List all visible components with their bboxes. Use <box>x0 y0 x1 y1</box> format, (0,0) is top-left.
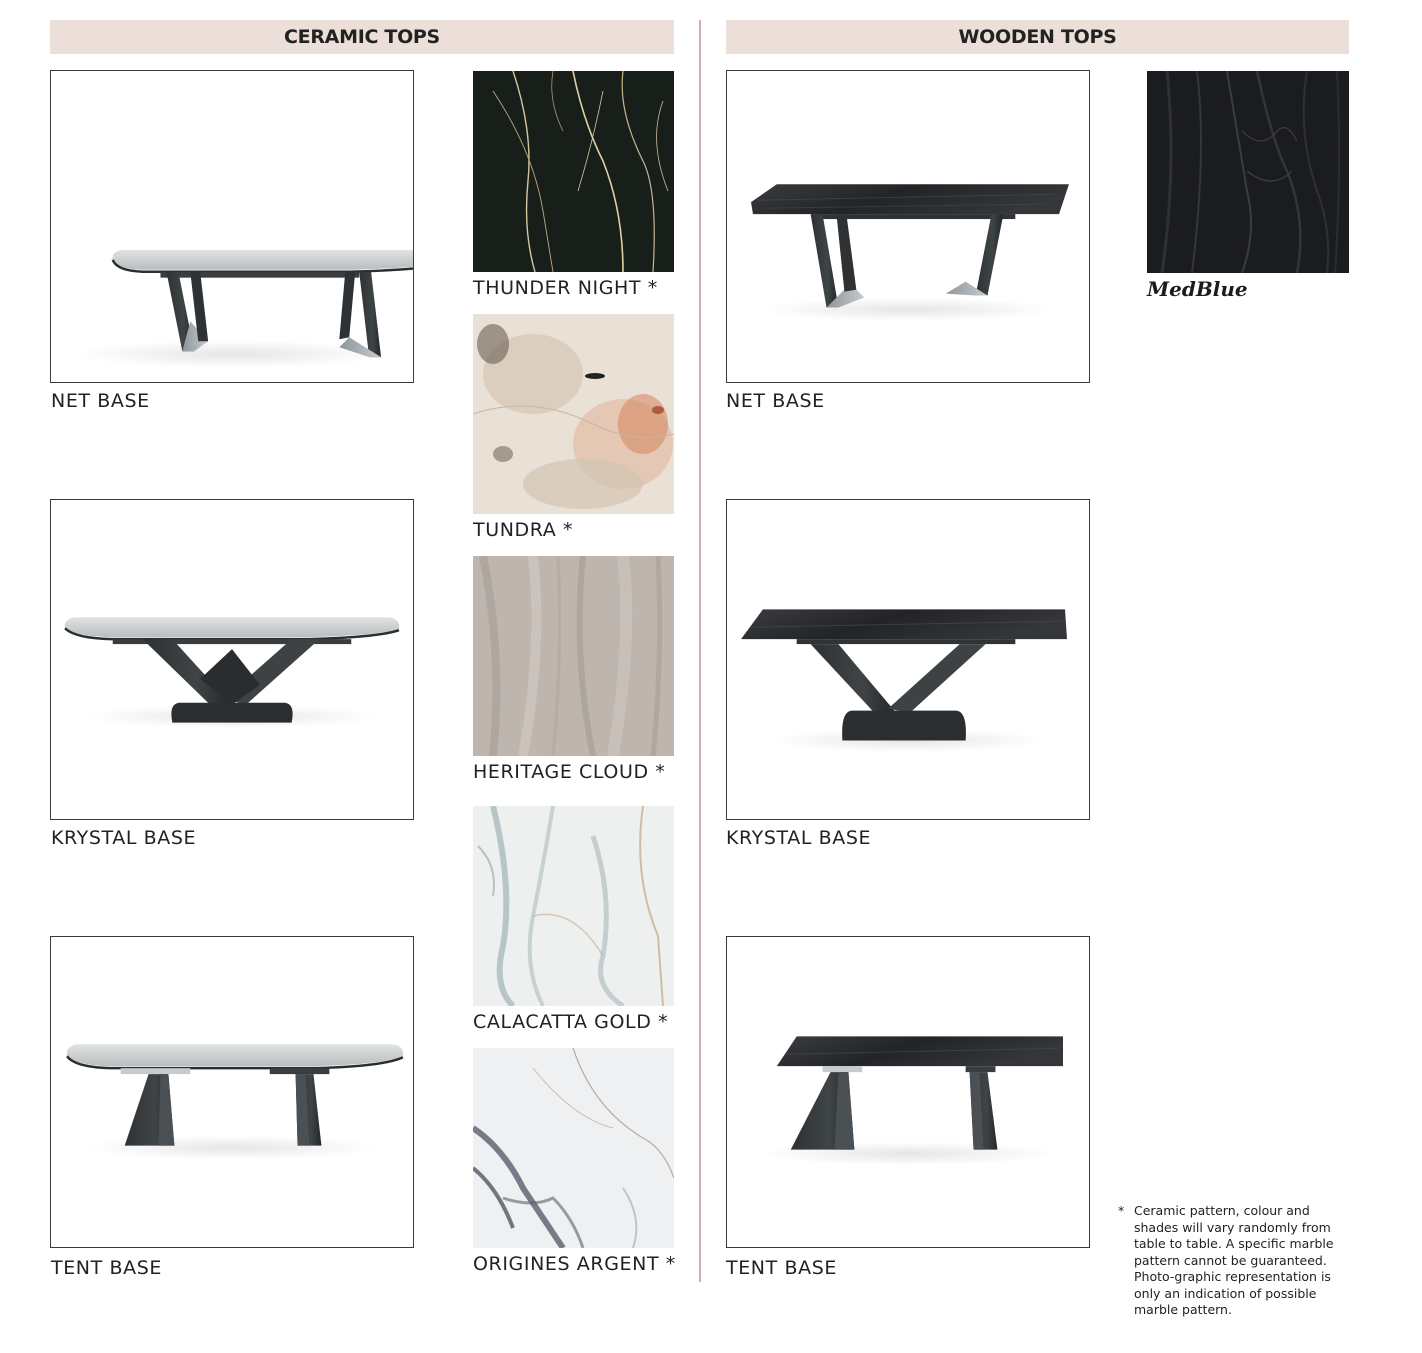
table-krystal-base-illustration <box>51 500 413 819</box>
ceramic-net-base-image <box>50 70 414 383</box>
origines-argent-swatch <box>473 1048 674 1248</box>
origines-argent-label: ORIGINES ARGENT * <box>473 1253 676 1275</box>
table-net-base-illustration <box>727 71 1089 382</box>
table-net-base-illustration <box>51 71 413 382</box>
wooden-krystal-base-image <box>726 499 1090 820</box>
wooden-net-base-label: NET BASE <box>726 390 825 412</box>
ceramic-tent-base-label: TENT BASE <box>51 1257 162 1279</box>
heritage-cloud-label: HERITAGE CLOUD * <box>473 761 666 783</box>
thunder-night-label: THUNDER NIGHT * <box>473 277 658 299</box>
table-tent-base-illustration <box>727 937 1089 1247</box>
wooden-tent-base-label: TENT BASE <box>726 1257 837 1279</box>
medblue-swatch <box>1147 71 1349 273</box>
wooden-tent-base-image <box>726 936 1090 1248</box>
tundra-swatch <box>473 314 674 514</box>
table-tent-base-illustration <box>51 937 413 1247</box>
white-marble-grey-veins-texture <box>473 806 674 1006</box>
calacatta-gold-swatch <box>473 806 674 1006</box>
grey-travertine-texture <box>473 556 674 756</box>
dark-wood-grain-texture <box>1147 71 1349 273</box>
wooden-net-base-image <box>726 70 1090 383</box>
ceramic-tops-header <box>50 20 674 54</box>
table-krystal-base-illustration <box>727 500 1089 819</box>
wooden-krystal-base-label: KRYSTAL BASE <box>726 827 872 849</box>
ceramic-krystal-base-image <box>50 499 414 820</box>
ceramic-krystal-base-label: KRYSTAL BASE <box>51 827 197 849</box>
column-divider <box>699 20 701 1282</box>
medblue-label: MedBlue <box>1147 277 1248 301</box>
ceramic-net-base-label: NET BASE <box>51 390 150 412</box>
ceramic-tops-title: CERAMIC TOPS <box>284 26 440 48</box>
thunder-night-swatch <box>473 71 674 272</box>
heritage-cloud-swatch <box>473 556 674 756</box>
tundra-label: TUNDRA * <box>473 519 574 541</box>
white-marble-dark-veins-texture <box>473 1048 674 1248</box>
footnote-marker: * <box>1118 1203 1125 1218</box>
wooden-tops-header <box>726 20 1349 54</box>
ceramic-tent-base-image <box>50 936 414 1248</box>
beige-stone-texture <box>473 314 674 514</box>
wooden-tops-title: WOODEN TOPS <box>958 26 1117 48</box>
footnote <box>1118 1203 1358 1323</box>
dark-marble-texture <box>473 71 674 272</box>
calacatta-gold-label: CALACATTA GOLD * <box>473 1011 669 1033</box>
footnote-text: Ceramic pattern, colour and shades will vary randomly from table to table. A specific marble pattern cannot be guaranteed. Photo-graphic representation is only an indication of possible marble pattern. <box>1134 1203 1334 1317</box>
